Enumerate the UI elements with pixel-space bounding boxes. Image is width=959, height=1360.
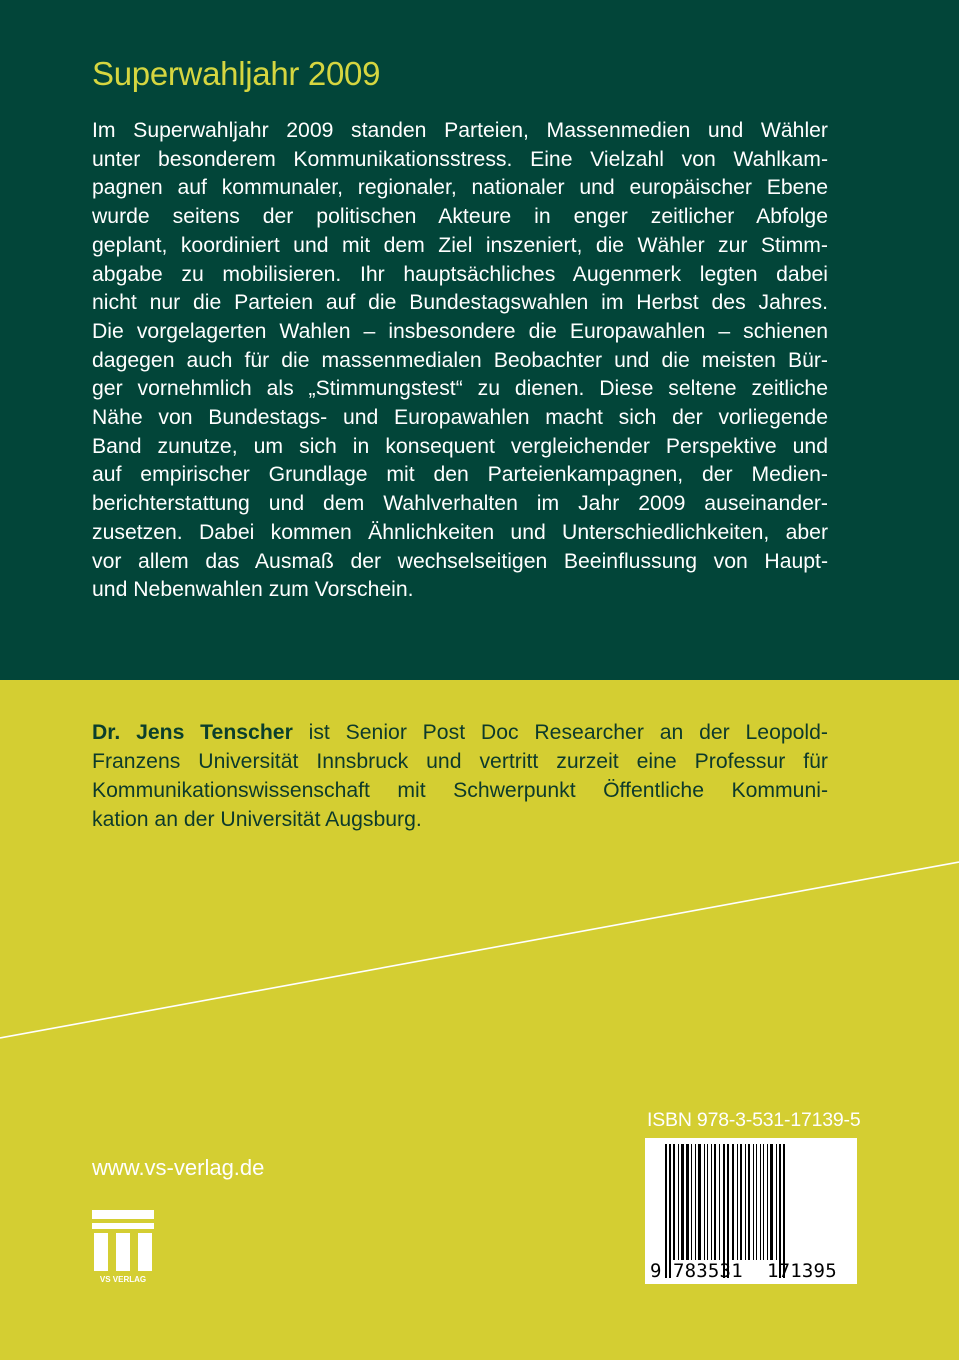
description-line: dagegen auch für die massenmedialen Beobachter und die meisten Bür-	[92, 348, 828, 372]
barcode-bar	[760, 1144, 761, 1260]
description-line: geplant, koordiniert und mit dem Ziel inszeniert, die Wähler zur Stimm-	[92, 233, 828, 257]
description-line: ger vornehmlich als „Stimmungstest“ zu dienen. Diese seltene zeitliche	[92, 377, 828, 401]
description-line: Band zunutze, um sich in konsequent vergleichender Perspektive und	[92, 434, 828, 458]
description-line: vor allem das Ausmaß der wechselseitigen Beeinflussung von Haupt-	[92, 549, 828, 573]
author-bio-line: Franzens Universität Innsbruck und vertritt zurzeit eine Professur für	[92, 750, 828, 773]
isbn-text: ISBN 978-3-531-17139-5	[647, 1109, 861, 1131]
barcode-bar	[691, 1144, 692, 1260]
description-line: zusetzen. Dabei kommen Ähnlichkeiten und Unterschiedlichkeiten, aber	[92, 520, 828, 544]
description-line: unter besonderem Kommunikationsstress. Eine Vielzahl von Wahlkam-	[92, 147, 828, 171]
logo-text: VS VERLAG	[99, 1275, 147, 1284]
description-line: Die vorgelagerten Wahlen – insbesondere die Europawahlen – schienen	[92, 319, 828, 343]
vs-verlag-logo	[92, 1210, 154, 1284]
barcode-bar	[748, 1144, 750, 1260]
barcode-bar	[707, 1144, 708, 1260]
barcode-bar	[698, 1144, 701, 1260]
diagonal-line	[0, 860, 959, 1050]
description-line: wurde seitens der politischen Akteure in enger zeitlicher Abfolge	[92, 205, 828, 229]
author-bio-line: Dr. Jens Tenscher ist Senior Post Doc Researcher an der Leopold-	[92, 721, 828, 744]
barcode-bar	[767, 1144, 768, 1260]
barcode-bar	[745, 1144, 746, 1260]
barcode-bar	[686, 1144, 689, 1260]
barcode-digits-left: 783531	[673, 1260, 743, 1282]
barcode-bar	[704, 1144, 705, 1260]
publisher-website: www.vs-verlag.de	[92, 1155, 265, 1180]
book-title: Superwahljahr 2009	[92, 55, 381, 92]
author-bio	[92, 718, 828, 834]
barcode-bar	[753, 1144, 754, 1260]
barcode-bar	[714, 1144, 716, 1260]
barcode-bar	[695, 1144, 696, 1260]
author-bio-line: Kommunikationswissenschaft mit Schwerpunkt Öffentliche Kommuni-	[92, 779, 828, 802]
barcode-bar	[770, 1144, 773, 1260]
description-line: pagnen auf kommunaler, regionaler, nationaler und europäischer Ebene	[92, 176, 828, 200]
barcode-bar	[732, 1144, 734, 1260]
barcode-bar	[678, 1144, 679, 1260]
barcode-bar	[719, 1144, 720, 1260]
barcode-bar	[763, 1144, 764, 1260]
description-line: Nähe von Bundestags- und Europawahlen macht sich der vorliegende	[92, 406, 828, 430]
description-line: abgabe zu mobilisieren. Ihr hauptsächliches Augenmerk legten dabei	[92, 262, 828, 286]
barcode	[645, 1138, 857, 1284]
barcode-digit-first: 9	[650, 1260, 662, 1282]
barcode-bar	[740, 1144, 742, 1260]
barcode-bar	[673, 1144, 675, 1260]
author-bio-line: kation an der Universität Augsburg.	[92, 808, 422, 831]
barcode-digits-right: 171395	[767, 1260, 837, 1282]
barcode-digits	[645, 1258, 857, 1284]
barcode-bar	[681, 1144, 684, 1260]
barcode-bar	[756, 1144, 757, 1260]
description-line: Im Superwahljahr 2009 standen Parteien, Massenmedien und Wähler	[92, 119, 828, 142]
barcode-bar	[711, 1144, 712, 1260]
barcode-bar	[737, 1144, 738, 1260]
author-name: Dr. Jens Tenscher	[92, 721, 293, 744]
description-line: auf empirischer Grundlage mit den Parteienkampagnen, der Medien-	[92, 463, 828, 487]
description-line: berichterstattung und dem Wahlverhalten im Jahr 2009 auseinander-	[92, 492, 828, 516]
book-description	[92, 117, 828, 605]
description-line: nicht nur die Parteien auf die Bundestagswahlen im Herbst des Jahres.	[92, 291, 828, 315]
barcode-bar	[776, 1144, 777, 1260]
description-line: und Nebenwahlen zum Vorschein.	[92, 578, 414, 602]
